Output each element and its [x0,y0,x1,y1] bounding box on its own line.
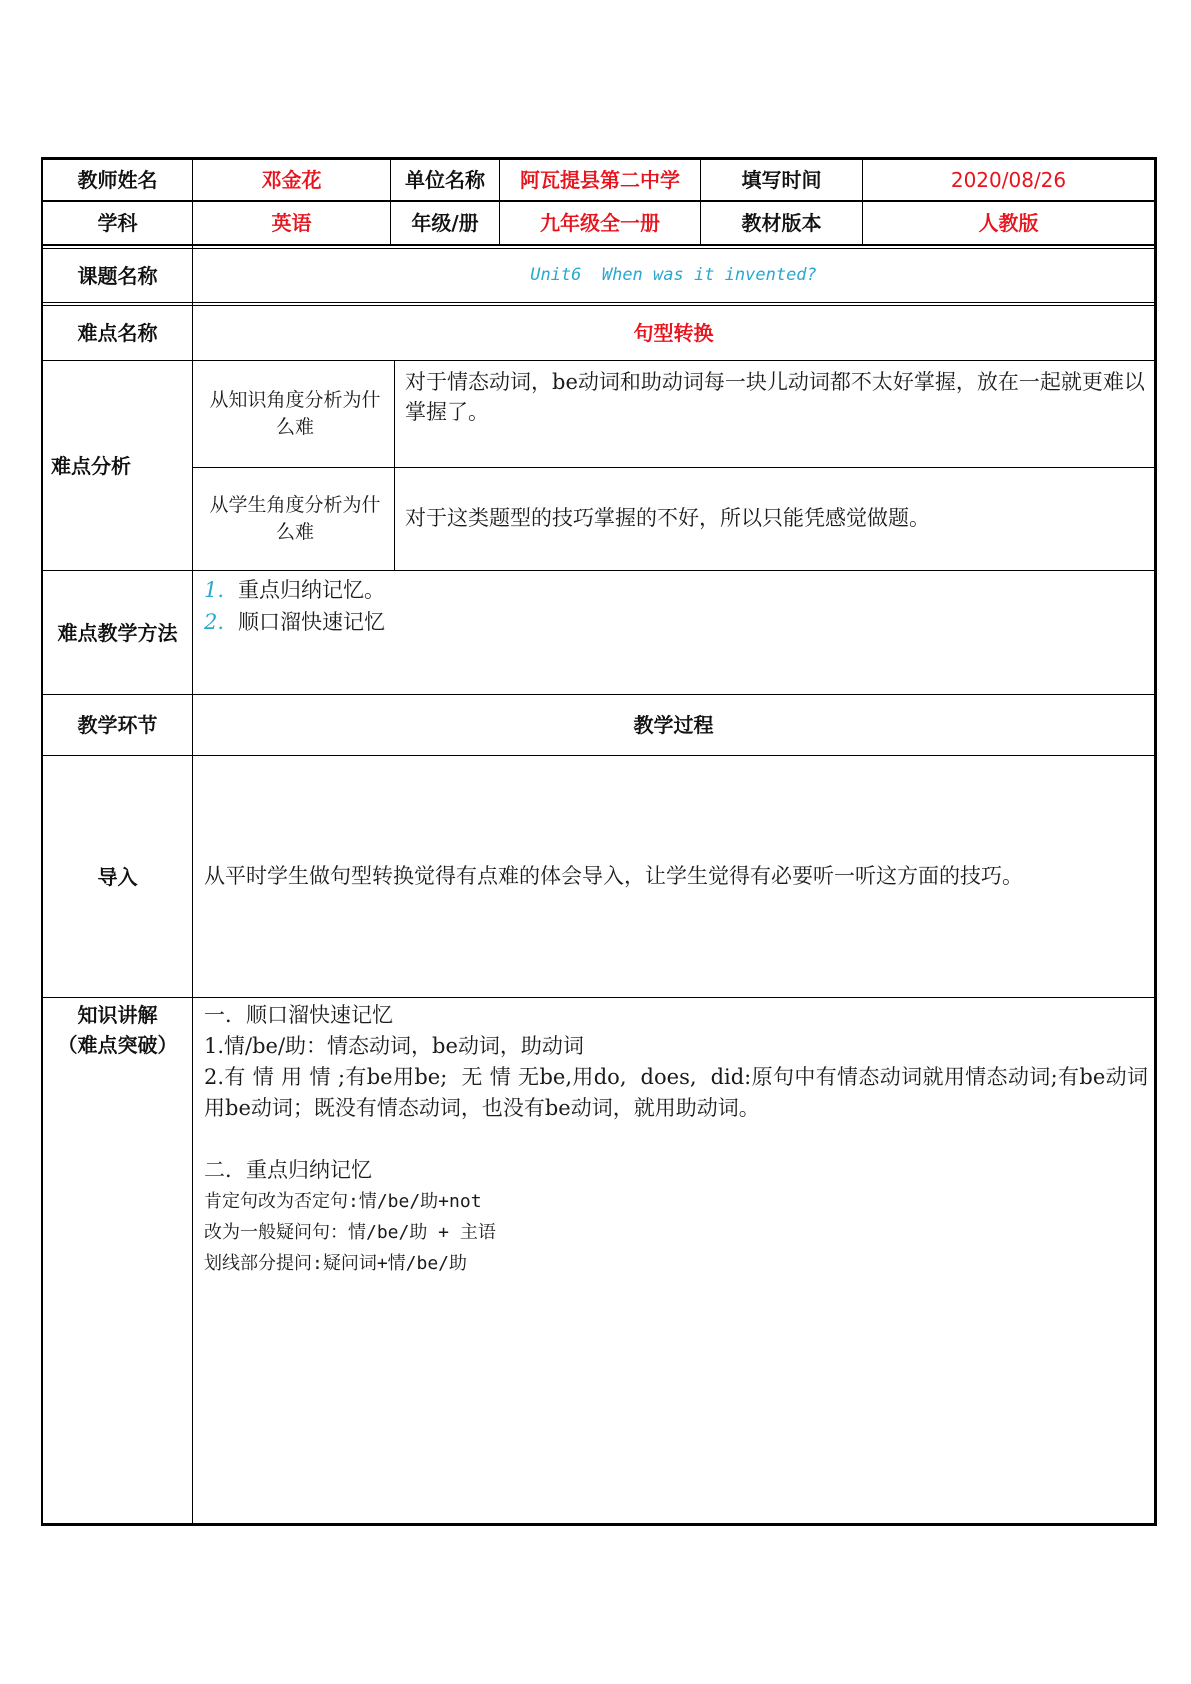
topic-value: Unit6 When was it invented? [530,264,817,285]
intro-label: 导入 [97,864,138,889]
student-angle-text: 对于这类题型的技巧掌握的不好，所以只能凭感觉做题。 [405,506,930,531]
unit-name-label: 单位名称 [405,168,485,192]
textbook-edition-label: 教材版本 [741,211,822,235]
method-item-text: 重点归纳记忆。 [238,578,385,602]
knowledge-angle-text: 对于情态动词，be动词和助动词每一块儿动词都不太好掌握，放在一起就更难以掌握了。 [405,370,1145,425]
method-item [204,607,385,639]
explanation-line: 2.有 情 用 情 ;有be用be; 无 情 无be,用do, does, did:原句中有情态动词就用情态动词;有be动词用be动词；既没有情态动词，也没有be动词，就用助动词。 [204,1065,1148,1120]
explanation-line: 划线部分提问:疑问词+情/be/助 [204,1253,468,1274]
teacher-name-value: 邓金花 [261,168,322,192]
method-item [204,575,385,607]
textbook-edition-value: 人教版 [978,211,1039,235]
fill-date-label: 填写时间 [741,168,822,192]
difficulty-value: 句型转换 [633,321,714,345]
subject-value: 英语 [271,211,312,235]
teaching-stage-label: 教学环节 [77,713,158,737]
explanation-heading-2: 二．重点归纳记忆 [204,1158,372,1182]
difficulty-label: 难点名称 [77,321,158,345]
knowledge-angle-label: 从知识角度分析为什么难 [209,389,381,438]
teaching-method-list [204,571,1144,694]
explanation-line: 1.情/be/助：情态动词，be动词，助动词 [204,1034,584,1058]
grade-label: 年级/册 [411,211,479,235]
analysis-label: 难点分析 [51,453,131,478]
lesson-plan-table [41,157,1157,1526]
explanation-line: 改为一般疑问句：情/be/助 + 主语 [204,1222,496,1243]
fill-date-value: 2020/08/26 [950,168,1067,192]
topic-label: 课题名称 [77,263,158,288]
teaching-method-label: 难点教学方法 [57,620,178,645]
student-angle-label: 从学生角度分析为什么难 [209,494,381,543]
knowledge-explanation-content [204,1000,1148,1520]
grade-value: 九年级全一册 [540,211,660,235]
method-item-number: 1. [204,578,225,602]
knowledge-explanation-label [43,1000,192,1070]
subject-label: 学科 [97,211,138,235]
explanation-line: 肯定句改为否定句:情/be/助+not [204,1191,482,1212]
method-item-number: 2. [204,609,225,634]
unit-name-value: 阿瓦提县第二中学 [520,168,680,192]
teacher-name-label: 教师姓名 [77,168,158,192]
explanation-heading-1: 一．顺口溜快速记忆 [204,1003,393,1027]
intro-text: 从平时学生做句型转换觉得有点难的体会导入，让学生觉得有必要听一听这方面的技巧。 [204,863,1023,888]
explanation-label-line2: （难点突破） [57,1033,178,1057]
explanation-label-line1: 知识讲解 [77,1003,158,1027]
method-item-text: 顺口溜快速记忆 [238,609,385,634]
teaching-process-label: 教学过程 [633,713,714,737]
